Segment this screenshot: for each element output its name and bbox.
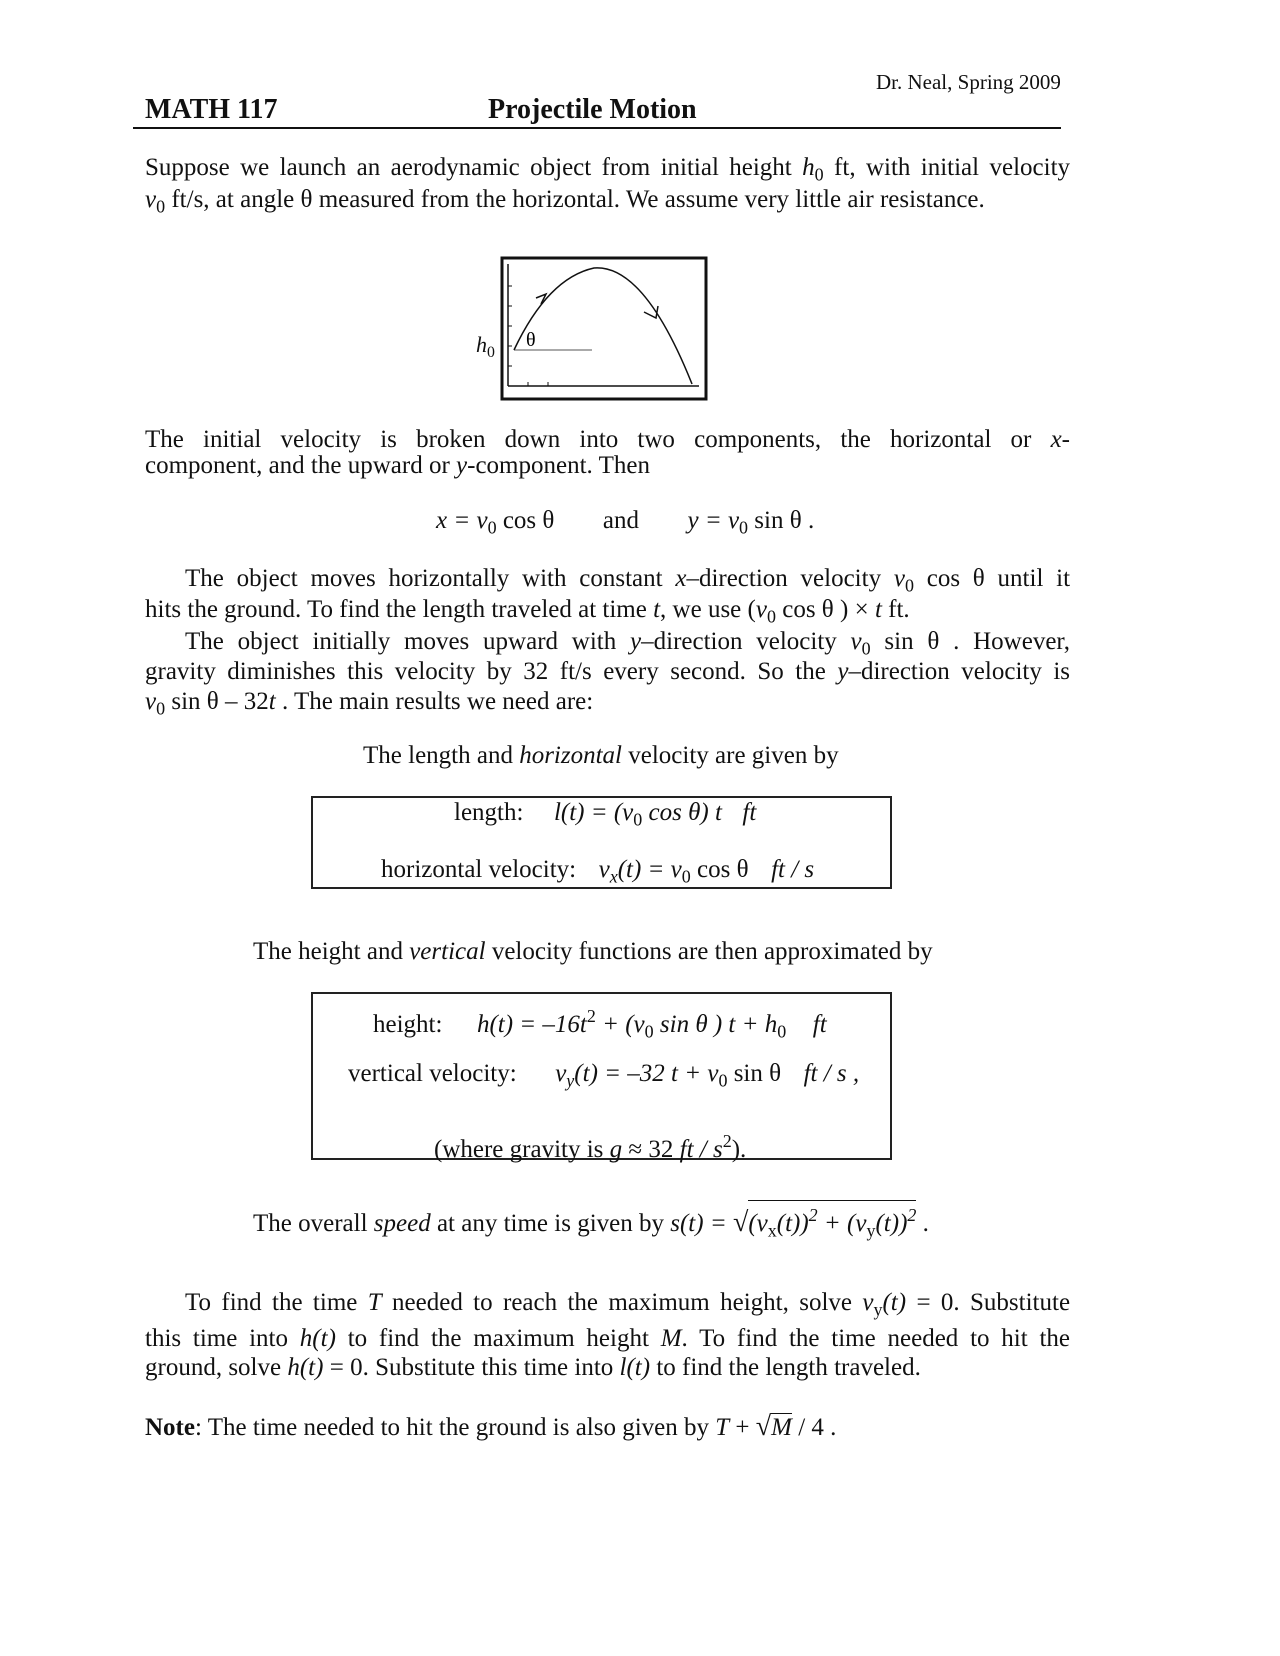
horizontal-velocity-formula: horizontal velocity: $v_x(t) = v_0$ cos θ ft / s: [381, 856, 815, 887]
header-rule: [133, 127, 1061, 129]
vertical-velocity-formula: vertical velocity: $v_y(t) = -32$ $t + v_0$ sin θ ft / s ,: [348, 1060, 860, 1091]
vertical-line-1: The object initially moves upward with y–direction velocity $v_0$ sin θ . However,: [185, 628, 1070, 659]
intro-line-1: Suppose we launch an aerodynamic object from initial height $h_0$ ft, with initial velocity: [145, 154, 1071, 185]
max-height-line-1: To find the time T needed to reach the maximum height, solve $v_y(t) = 0$. Substitute: [185, 1289, 1071, 1320]
height-formula: height: $h(t) = -16t^2 + (v_0$ sin θ ) $t + h_0$ ft: [373, 1006, 827, 1042]
speed-formula: The overall speed at any time is given by $s(t) = √(v_x(t))^2 + (v_y(t))^2$ .: [253, 1200, 929, 1243]
components-line-2: component, and the upward or y-component. Then: [145, 452, 650, 479]
author-date: Dr. Neal, Spring 2009: [876, 70, 1061, 94]
height-box-caption: The height and vertical velocity functions are then approximated by: [253, 938, 933, 965]
trajectory-diagram: [474, 256, 714, 406]
horizontal-line-2: hits the ground. To find the length traveled at time t, we use ($v_0$ cos θ ) × t ft.: [145, 596, 910, 627]
launch-arrow: [536, 294, 546, 304]
note-line: Note: The time needed to hit the ground is also given by T + √M / 4 .: [145, 1411, 837, 1442]
length-formula: length: $l(t) = (v_0$ cos θ) t ft: [454, 799, 757, 830]
page-title: Projectile Motion: [488, 94, 697, 125]
intro-line-2: $v_0$ ft/s, at angle θ measured from the horizontal. We assume very little air resistance.: [145, 186, 985, 217]
course-code: MATH 117: [145, 94, 278, 125]
gravity-note: (where gravity is g ≈ 32 ft / $s^2$).: [434, 1131, 747, 1163]
max-height-line-2: this time into h(t) to find the maximum height M. To find the time needed to hit the: [145, 1325, 1071, 1352]
h0-label: $h_0$: [476, 332, 495, 361]
vertical-line-2: gravity diminishes this velocity by 32 ft/s every second. So the y–direction velocity is: [145, 658, 1071, 685]
vertical-line-3: $v_0$ sin θ – 32t . The main results we need are:: [145, 688, 594, 719]
components-equations: $x = v_0$ cos θ and $y = v_0$ sin θ .: [436, 507, 815, 538]
components-line-1: The initial velocity is broken down into two components, the horizontal or x-: [145, 426, 1070, 453]
max-height-line-3: ground, solve h(t) = 0. Substitute this time into l(t) to find the length traveled.: [145, 1354, 921, 1381]
horizontal-line-1: The object moves horizontally with constant x–direction velocity $v_0$ cos θ until it: [185, 565, 1071, 596]
length-box-caption: The length and horizontal velocity are given by: [363, 742, 839, 769]
theta-label: θ: [526, 329, 536, 351]
trajectory-curve: [514, 268, 692, 384]
trajectory-figure: [474, 256, 714, 406]
